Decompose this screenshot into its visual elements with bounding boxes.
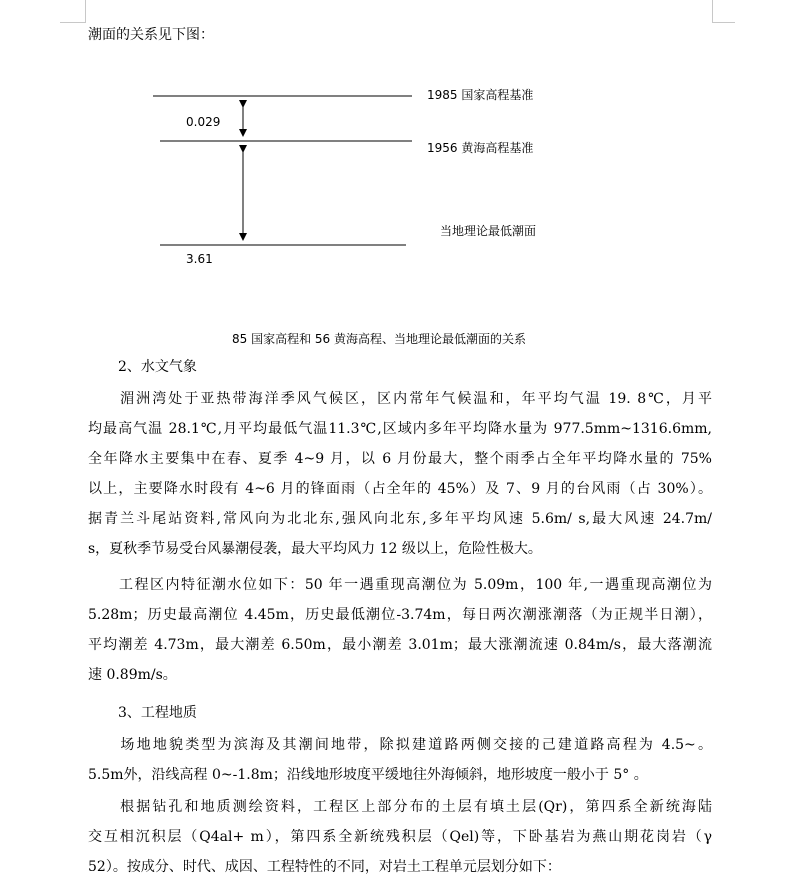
section-3-paragraph-2 bbox=[88, 792, 712, 882]
paragraph-line: s，夏秋季节易受台风暴潮侵袭，最大平均风力 12 级以上，危险性极大。 bbox=[88, 541, 542, 557]
paragraph-line: 工程区内特征潮水位如下：50 年一遇重现高潮位为 5.09m，100 年,一遇重现高潮位为 bbox=[88, 577, 712, 593]
value-bottom: 3.61 bbox=[186, 252, 213, 266]
paragraph-line: 速 0.89m/s。 bbox=[88, 667, 177, 683]
paragraph-line: 全年降水主要集中在春、夏季 4~9 月，以 6 月份最大，整个雨季占全年平均降水量的 75% bbox=[88, 451, 712, 467]
paragraph-line: 以上，主要降水时段有 4~6 月的锋面雨（占全年的 45%）及 7、9 月的台风雨（占 30%）。 bbox=[88, 481, 712, 497]
paragraph-line: 根据钻孔和地质测绘资料，工程区上部分布的土层有填土层(Qr)，第四系全新统海陆 bbox=[88, 799, 712, 815]
paragraph-line: 平均潮差 4.73m，最大潮差 6.50m，最小潮差 3.01m；最大涨潮流速 0.84m/s，最大落潮流 bbox=[88, 637, 712, 653]
paragraph-line: 交互相沉积层（Q4al+ m），第四系全新统残积层（Qel)等，下卧基岩为燕山期花岗岩（γ bbox=[88, 829, 712, 845]
label-1985: 1985 国家高程基准 bbox=[427, 88, 534, 102]
paragraph-line: 5.28m；历史最高潮位 4.45m，历史最低潮位-3.74m，每日两次潮涨潮落（为正规半日潮）， bbox=[88, 607, 712, 623]
section-2-paragraph-2 bbox=[88, 570, 712, 690]
value-top: 0.029 bbox=[186, 115, 221, 129]
section-3-paragraph-1 bbox=[88, 730, 712, 790]
elevation-diagram bbox=[0, 0, 789, 330]
label-1956: 1956 黄海高程基准 bbox=[427, 141, 534, 155]
paragraph-line: 湄洲湾处于亚热带海洋季风气候区，区内常年气候温和，年平均气温 19. 8℃，月平 bbox=[88, 391, 712, 407]
diagram-caption: 85 国家高程和 56 黄海高程、当地理论最低潮面的关系 bbox=[232, 332, 526, 346]
section-2-paragraph-1 bbox=[88, 384, 712, 564]
section-3-heading: 3、工程地质 bbox=[118, 705, 197, 721]
paragraph-line: 均最高气温 28.1℃,月平均最低气温11.3℃,区域内多年平均降水量为 977.5mm~1316.6mm, bbox=[88, 421, 712, 437]
section-2-heading: 2、水文气象 bbox=[118, 359, 197, 375]
intro-text: 潮面的关系见下图： bbox=[88, 27, 214, 43]
paragraph-line: 5.5m外，沿线高程 0~-1.8m；沿线地形坡度平缓地往外海倾斜，地形坡度一般小于 5° 。 bbox=[88, 767, 648, 783]
paragraph-line: 52）。按成分、时代、成因、工程特性的不同，对岩土工程单元层划分如下： bbox=[88, 859, 561, 875]
paragraph-line: 据青兰斗尾站资料,常风向为北北东,强风向北东,多年平均风速 5.6m/ s,最大风速 24.7m/ bbox=[88, 511, 712, 527]
label-lowest-tide: 当地理论最低潮面 bbox=[440, 224, 537, 238]
paragraph-line: 场地地貌类型为滨海及其潮间地带，除拟建道路两侧交接的己建道路高程为 4.5~。 bbox=[88, 737, 712, 753]
